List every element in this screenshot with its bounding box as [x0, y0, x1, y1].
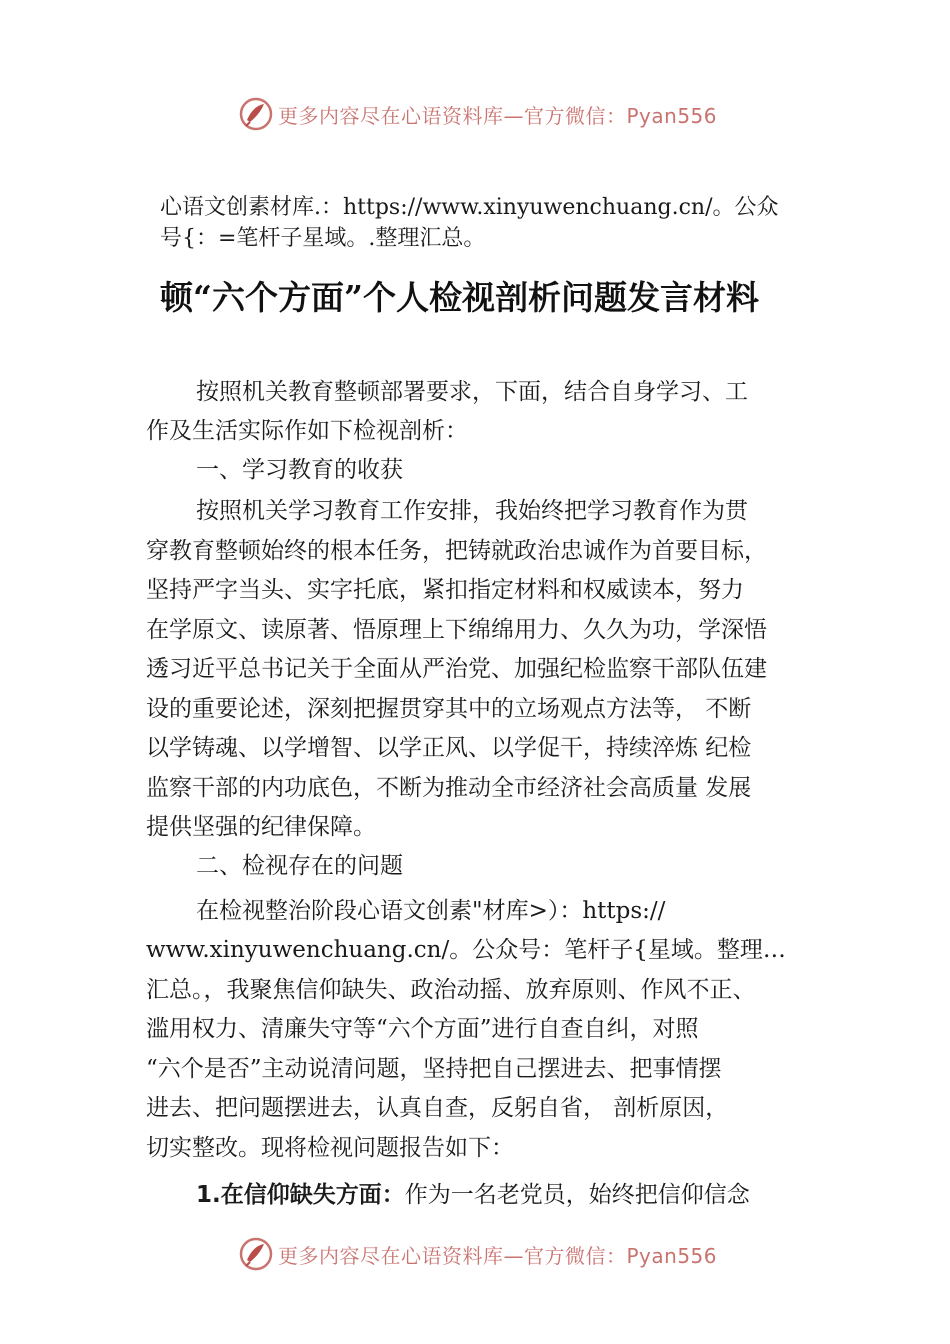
item-1-lead: 1.在信仰缺失方面：: [196, 1182, 405, 1208]
body-line: 设的重要论述，深刻把握贯穿其中的立场观点方法等， 不断: [146, 696, 752, 722]
document-title: 顿“六个方面”个人检视剖析问题发言材料: [160, 278, 759, 317]
body-line: 透习近平总书记关于全面从严治党、加强纪检监察干部队伍建: [146, 656, 767, 682]
body-line: 切实整改。现将检视问题报告如下：: [146, 1135, 514, 1161]
body-line: www.xinyuwenchuang.cn/。公众号：笔杆子{星域。整理…: [146, 937, 786, 963]
source-note-line-2: 号{：=笔杆子星域。.整理汇总。: [160, 226, 486, 251]
section-heading-2: 二、检视存在的问题: [196, 853, 403, 879]
body-line: 滥用权力、清廉失守等“六个方面”进行自查自纠，对照: [146, 1016, 699, 1042]
footer-banner: [0, 1232, 950, 1276]
section-heading-1: 一、学习教育的收获: [196, 457, 403, 483]
body-line: 以学铸魂、以学增智、以学正风、以学促干，持续淬炼 纪检: [146, 735, 752, 761]
header-banner-text: 更多内容尽在心语资料库—官方微信：Pyan556: [278, 103, 718, 128]
body-line: 提供坚强的纪律保障。: [146, 814, 376, 840]
body-line: 按照机关教育整顿部署要求，下面，结合自身学习、工: [196, 379, 748, 405]
footer-banner-text: 更多内容尽在心语资料库—官方微信：Pyan556: [278, 1243, 718, 1268]
body-line: 在检视整治阶段心语文创素"材库>）：https://: [196, 898, 666, 924]
pen-logo-icon: [238, 96, 274, 132]
body-line: 按照机关学习教育工作安排，我始终把学习教育作为贯: [196, 498, 748, 524]
body-line: 作及生活实际作如下检视剖析：: [146, 418, 468, 444]
pen-logo-icon: [238, 1236, 274, 1272]
body-line: 在学原文、读原著、悟原理上下绵绵用力、久久为功，学深悟: [146, 617, 767, 643]
source-note-line-1: 心语文创素材库.：https://www.xinyuwenchuang.cn/。公众: [160, 195, 779, 220]
body-line: 穿教育整顿始终的根本任务，把铸就政治忠诚作为首要目标，: [146, 538, 767, 564]
body-line: 进去、把问题摆进去，认真自查，反躬自省， 剖析原因，: [146, 1095, 729, 1121]
body-line: 汇总。，我聚焦信仰缺失、政治动摇、放弃原则、作风不正、: [146, 977, 756, 1003]
item-1: [196, 1180, 750, 1210]
item-1-text: 作为一名老党员，始终把信仰信念: [404, 1182, 750, 1208]
body-line: 坚持严字当头、实字托底，紧扣指定材料和权威读本，努力: [146, 577, 744, 603]
body-line: 监察干部的内功底色，不断为推动全市经济社会高质量 发展: [146, 775, 752, 801]
body-line: “六个是否”主动说清问题，坚持把自己摆进去、把事情摆: [146, 1056, 722, 1082]
header-banner: [0, 92, 950, 136]
